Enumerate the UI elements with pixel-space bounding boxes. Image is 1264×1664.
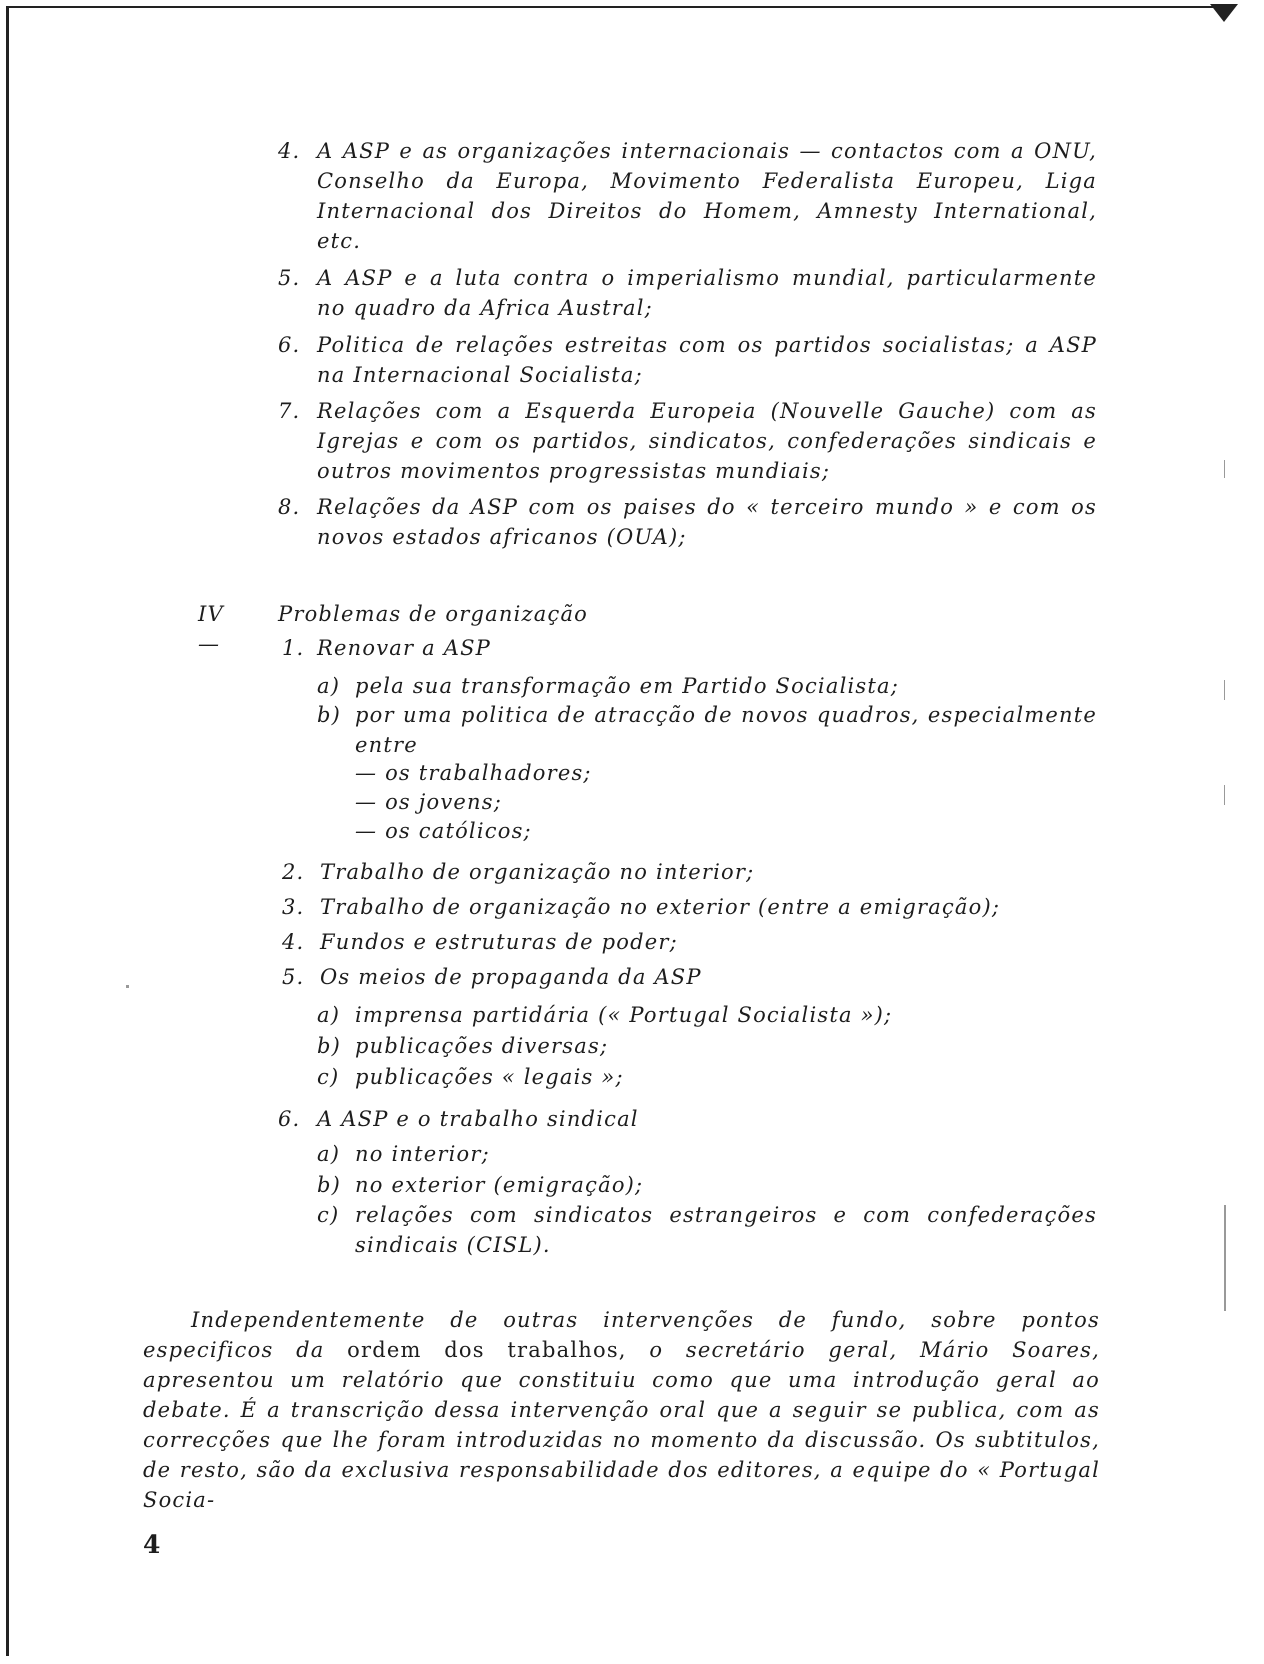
item-text: Renovar a ASP bbox=[317, 636, 491, 660]
section-numeral: IV — bbox=[198, 602, 224, 656]
sub-letter: a) bbox=[317, 1142, 341, 1166]
paragraph-text-1: Independentemente de outras intervenções de fundo, sobre pontos especificos da bbox=[143, 1308, 1100, 1362]
item-text: Fundos e estruturas de poder; bbox=[320, 930, 678, 954]
sub-text: pela sua transformação em Partido Socialista; bbox=[355, 674, 900, 698]
item-number: 6. bbox=[278, 333, 301, 357]
sub-letter: a) bbox=[317, 1003, 341, 1027]
sub-text: imprensa partidária (« Portugal Socialista »); bbox=[355, 1003, 893, 1027]
paragraph-text-3: o secretário geral, Mário Soares, apresentou um relatório que constituiu como que uma introdução geral ao debate. É a transcrição dessa intervenção oral que a seguir se publica, com as correcções que lhe foram introduzidas no momento da discussão. Os subtitulos, de resto, são da exclusiva responsabilidade dos editores, a equipe do « Portugal Socia- bbox=[143, 1338, 1100, 1512]
item-text: Trabalho de organização no exterior (entre a emigração); bbox=[320, 895, 1001, 919]
closing-paragraph bbox=[143, 1305, 1100, 1515]
sub-letter: b) bbox=[317, 703, 342, 727]
sub-letter: a) bbox=[317, 674, 341, 698]
sub-letter: c) bbox=[317, 1203, 340, 1227]
item-text: A ASP e as organizações internacionais — contactos com a ONU, Conselho da Europa, Movimento Federalista Europeu, Liga Internacional dos Direitos do Homem, Amnesty International, etc. bbox=[317, 139, 1097, 253]
sub-text: publicações diversas; bbox=[355, 1034, 609, 1058]
item-number: 2. bbox=[282, 860, 305, 884]
item-text: Politica de relações estreitas com os partidos socialistas; a ASP na Internacional Socialista; bbox=[317, 333, 1097, 387]
item-number: 4. bbox=[278, 139, 301, 163]
item-text: Trabalho de organização no interior; bbox=[320, 860, 755, 884]
page-number: 4 bbox=[143, 1530, 162, 1559]
item-number: 1. bbox=[282, 636, 305, 660]
dash-text: — os jovens; bbox=[355, 790, 502, 814]
item-text: Relações da ASP com os paises do « terceiro mundo » e com os novos estados africanos (OUA); bbox=[317, 495, 1097, 549]
scan-edge-top bbox=[6, 6, 1220, 8]
sub-text: relações com sindicatos estrangeiros e com confederações sindicais (CISL). bbox=[355, 1203, 1097, 1257]
scan-speck bbox=[1224, 680, 1225, 700]
scan-edge-left bbox=[6, 6, 9, 1656]
item-number: 5. bbox=[282, 965, 305, 989]
sub-letter: b) bbox=[317, 1173, 342, 1197]
scan-speck bbox=[1224, 1205, 1226, 1311]
dash-text: — os católicos; bbox=[355, 819, 532, 843]
scan-speck bbox=[1224, 785, 1225, 805]
sub-letter: b) bbox=[317, 1034, 342, 1058]
sub-text: publicações « legais »; bbox=[355, 1065, 624, 1089]
item-number: 8. bbox=[278, 495, 301, 519]
section-title: Problemas de organização bbox=[278, 602, 589, 626]
item-text: A ASP e a luta contra o imperialismo mundial, particularmente no quadro da Africa Austral; bbox=[317, 266, 1097, 320]
item-text: A ASP e o trabalho sindical bbox=[317, 1107, 639, 1131]
item-number: 3. bbox=[282, 895, 305, 919]
sub-letter: c) bbox=[317, 1065, 340, 1089]
sub-text: no exterior (emigração); bbox=[355, 1173, 644, 1197]
dash-text: — os trabalhadores; bbox=[355, 761, 592, 785]
item-number: 6. bbox=[278, 1107, 301, 1131]
item-number: 5. bbox=[278, 266, 301, 290]
corner-mark bbox=[1210, 4, 1238, 22]
scan-speck bbox=[126, 985, 129, 988]
item-number: 4. bbox=[282, 930, 305, 954]
item-text: Os meios de propaganda da ASP bbox=[320, 965, 702, 989]
item-text: Relações com a Esquerda Europeia (Nouvelle Gauche) com as Igrejas e com os partidos, sindicatos, confederações sindicais e outros movimentos progressistas mundiais; bbox=[317, 399, 1097, 483]
sub-text: por uma politica de atracção de novos quadros, especialmente entre bbox=[355, 703, 1097, 757]
paragraph-text-2: ordem dos trabalhos, bbox=[347, 1338, 627, 1362]
scan-speck bbox=[1224, 460, 1225, 478]
sub-text: no interior; bbox=[355, 1142, 490, 1166]
item-number: 7. bbox=[278, 399, 301, 423]
